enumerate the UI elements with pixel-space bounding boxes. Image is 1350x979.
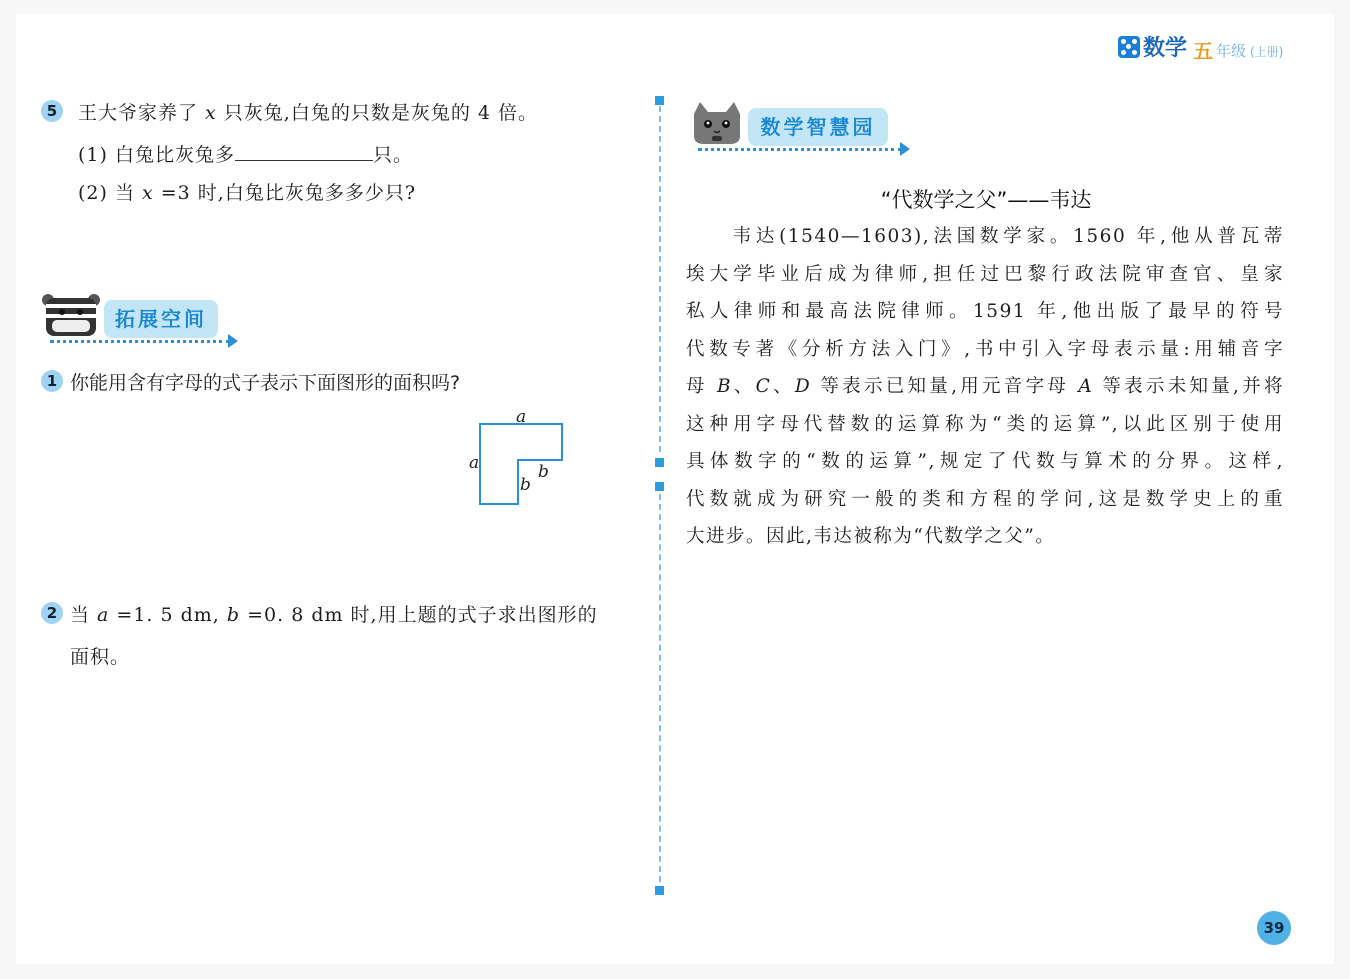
header-grade-unit: 年级: [1216, 42, 1247, 60]
page-number: 39: [1257, 911, 1291, 945]
question-2-badge: 2: [41, 602, 63, 624]
divider-cap-top: [655, 96, 664, 105]
article-line: 私人律师和最高法院律师。1591 年,他出版了最早的符号: [686, 301, 1284, 322]
article-line: 韦达(1540—1603),法国数学家。1560 年,他从普瓦蒂: [686, 226, 1284, 247]
cat-mascot-icon: [690, 100, 744, 146]
section-title-zhihuiyuan: 数学智慧园: [748, 108, 888, 146]
arrow-right-icon: [228, 334, 238, 348]
article-line: 代数专著《分析方法入门》,书中引入字母表示量:用辅音字: [686, 339, 1284, 360]
article-line: 母 B、C、D 等表示已知量,用元音字母 A 等表示未知量,并将: [686, 376, 1284, 397]
divider-mark: [655, 482, 664, 491]
figure-label-inner-bottom: b: [520, 475, 531, 495]
zebra-mascot-icon: [40, 292, 102, 340]
divider-cap-bottom: [655, 886, 664, 895]
article-title: “代数学之父”——韦达: [880, 188, 1092, 212]
l-shape-figure: [465, 405, 575, 515]
divider-line-top: [659, 106, 661, 452]
article-line: 代数就成为研究一般的类和方程的学问,这是数学史上的重: [686, 489, 1284, 510]
article-line: 这种用字母代替数的运算称为“类的运算”,以此区别于使用: [686, 414, 1284, 435]
header-volume: (上册): [1250, 45, 1284, 59]
question-2-text: 当 a =1. 5 dm, b =0. 8 dm 时,用上题的式子求出图形的: [70, 604, 598, 626]
question-2-text-line-2: 面积。: [70, 646, 131, 668]
figure-label-top: a: [516, 407, 527, 427]
divider-line-bottom: [659, 494, 661, 882]
question-5-part-2: (2) 当 x =3 时,白兔比灰兔多多少只?: [78, 182, 417, 204]
section-underline: [698, 148, 902, 151]
article-line: 埃大学毕业后成为律师,担任过巴黎行政法院审查官、皇家: [686, 264, 1284, 285]
question-1-badge: 1: [41, 370, 63, 392]
header-grade: 五: [1193, 39, 1213, 63]
section-underline: [50, 340, 230, 343]
question-5-part-1: (1) 白兔比灰兔多 只。: [78, 144, 413, 166]
divider-mark: [655, 458, 664, 467]
header-subject: 数学: [1143, 36, 1188, 61]
article-line: 具体数字的“数的运算”,规定了代数与算术的分界。这样,: [686, 451, 1284, 472]
figure-label-left: a: [469, 453, 480, 473]
figure-label-inner-right: b: [538, 462, 549, 482]
question-1-text: 你能用含有字母的式子表示下面图形的面积吗?: [70, 372, 461, 394]
question-5-text: 王大爷家养了 x 只灰兔,白兔的只数是灰兔的 4 倍。: [78, 102, 539, 124]
section-title-tuozhan: 拓展空间: [104, 300, 218, 338]
answer-blank[interactable]: [235, 142, 373, 161]
arrow-right-icon: [900, 142, 910, 156]
question-5-badge: 5: [41, 100, 63, 122]
article-line: 大进步。因此,韦达被称为“代数学之父”。: [686, 526, 1056, 547]
book-cube-icon: [1118, 36, 1140, 58]
